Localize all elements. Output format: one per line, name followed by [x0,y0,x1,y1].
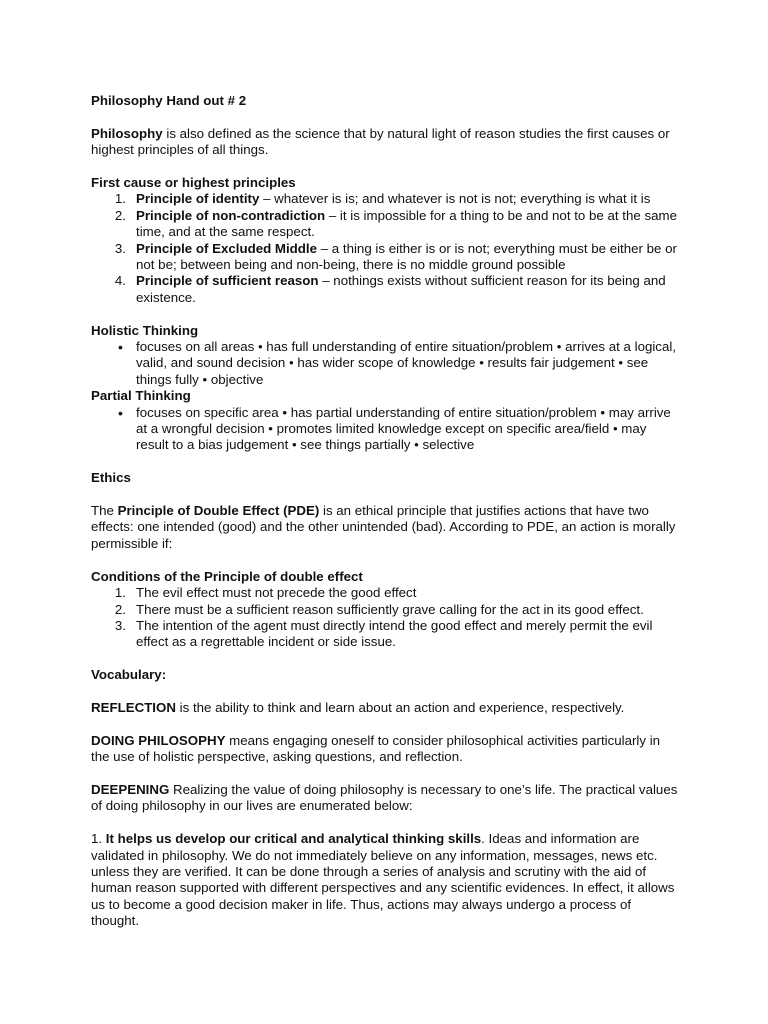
first-causes-list [91,191,681,306]
list-item [91,585,681,601]
reflection-paragraph [91,700,681,716]
doing-philosophy-text: means engaging oneself to consider philosophical activities particularly in the use of holistic perspective, asking questions, and reflection. [91,732,661,765]
list-item [91,273,681,306]
bullet-icon: • [118,339,123,356]
principle-text: – it is impossible for a thing to be and not to be at the same time, and at the same respect. [136,207,677,240]
list-item [91,241,681,274]
bullet-icon: • [118,404,123,421]
reflection-term: REFLECTION [91,699,176,715]
document-body [91,93,681,930]
partial-heading: Partial Thinking [91,388,191,404]
list-number: 4. [114,273,126,289]
holistic-heading: Holistic Thinking [91,322,199,338]
condition-text: The evil effect must not precede the good effect [136,585,417,601]
list-number: 1. [114,191,126,207]
ethics-heading: Ethics [91,470,131,486]
conditions-heading: Conditions of the Principle of double effect [91,568,363,584]
principle-term: Principle of non-contradiction [136,207,326,223]
definition-text: is also defined as the science that by natural light of reason studies the first causes or highest principles of all things. [91,125,670,158]
pde-paragraph [91,503,681,552]
condition-text: There must be a sufficient reason sufficiently grave calling for the act in its good effect. [136,601,644,617]
principle-term: Principle of identity [136,191,260,207]
holistic-text: focuses on all areas • has full understanding of entire situation/problem • arrives at a logical, valid, and sound decision • has wider scope of knowledge • results fair judgement • see things fully • objective [136,339,677,387]
principle-term: Principle of sufficient reason [136,273,319,289]
principle-text: – whatever is is; and whatever is not is not; everything is what it is [259,191,651,207]
list-number: 3. [114,240,126,256]
principle-term: Principle of Excluded Middle [136,240,318,256]
list-item [91,602,681,618]
list-number: 3. [114,617,126,633]
value-1-term: It helps us develop our critical and analytical thinking skills [105,831,482,847]
holistic-list [91,339,681,388]
value-1-text: . Ideas and information are validated in philosophy. We do not immediately believe on any information, messages, news etc. unless they are verified. It can be done through a series of analysis and scrutiny with the aid of human reason supported with different perspectives and any scientific evidences. In effect, it allows us to become a good decision maker in life. Thus, actions may always undergo a process of thought. [91,831,675,929]
list-item [91,191,681,207]
list-number: 2. [114,601,126,617]
pde-pre: The [91,503,118,519]
philosophy-definition [91,126,681,159]
partial-text: focuses on specific area • has partial understanding of entire situation/problem • may arrive at a wrongful decision • promotes limited knowledge except on specific area/field • may result to a bias judgement • see things partially • selective [136,404,671,453]
doing-philosophy-paragraph [91,733,681,766]
list-number: 1. [114,585,126,601]
value-1-number: 1. [91,831,106,847]
list-number: 2. [114,207,126,223]
deepening-term: DEEPENING [91,781,170,797]
condition-text: The intention of the agent must directly intend the good effect and merely permit the evil effect as a regrettable incident or side issue. [136,617,653,650]
partial-list [91,405,681,454]
deepening-paragraph [91,782,681,815]
value-1-paragraph [91,831,681,929]
vocabulary-heading: Vocabulary: [91,667,167,683]
first-causes-heading: First cause or highest principles [91,175,296,190]
list-item [91,618,681,651]
doing-philosophy-term: DOING PHILOSOPHY [91,732,226,748]
conditions-list [91,585,681,651]
principle-text: – a thing is either is or is not; everything must be either be or not be; between being and non-being, there is no middle ground possible [136,240,677,273]
pde-text: is an ethical principle that justifies actions that have two effects: one intended (good) and the other unintended (bad). According to PDE, an action is morally permissible if: [91,503,676,551]
list-item [91,405,681,454]
list-item [91,208,681,241]
pde-term: Principle of Double Effect (PDE) [117,503,320,519]
principle-text: – nothings exists without sufficient reason for its being and existence. [136,273,666,305]
deepening-text: Realizing the value of doing philosophy is necessary to one’s life. The practical values of doing philosophy in our lives are enumerated below: [91,781,678,814]
handout-title: Philosophy Hand out # 2 [91,93,247,108]
definition-term: Philosophy [91,125,163,141]
reflection-text: is the ability to think and learn about an action and experience, respectively. [175,699,625,715]
list-item [91,339,681,388]
